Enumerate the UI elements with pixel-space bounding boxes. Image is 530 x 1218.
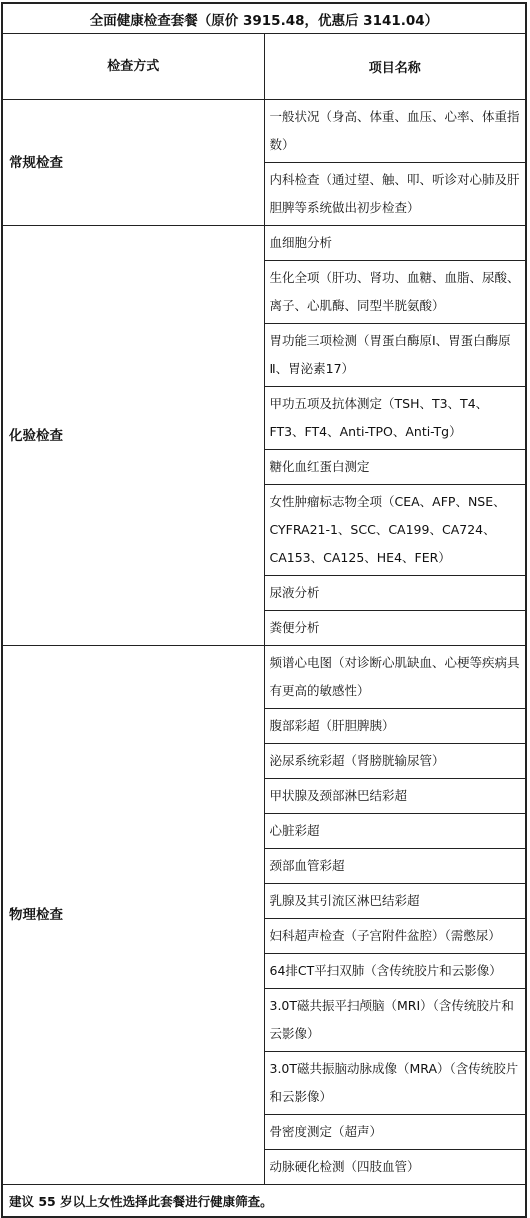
item-cell: 内科检查（通过望、触、叩、听诊对心肺及肝胆脾等系统做出初步检查） xyxy=(264,163,526,226)
category-physical: 物理检查 xyxy=(3,646,265,1185)
footer-row xyxy=(3,1185,526,1217)
item-cell: 甲功五项及抗体测定（TSH、T3、T4、FT3、FT4、Anti-TPO、Anti-Tg） xyxy=(264,387,526,450)
table-row xyxy=(3,646,526,709)
checkup-package-document xyxy=(1,2,527,1218)
item-cell: 尿液分析 xyxy=(264,576,526,611)
title-row xyxy=(3,4,526,34)
item-cell: 甲状腺及颈部淋巴结彩超 xyxy=(264,779,526,814)
item-cell: 糖化血红蛋白测定 xyxy=(264,450,526,485)
footer-note: 建议 55 岁以上女性选择此套餐进行健康筛查。 xyxy=(3,1185,526,1217)
item-cell: 动脉硬化检测（四肢血管） xyxy=(264,1150,526,1185)
item-cell: 粪便分析 xyxy=(264,611,526,646)
item-cell: 64排CT平扫双肺（含传统胶片和云影像） xyxy=(264,954,526,989)
category-lab: 化验检查 xyxy=(3,226,265,646)
item-cell: 血细胞分析 xyxy=(264,226,526,261)
header-category-label: 检查方式 xyxy=(107,58,160,74)
header-category xyxy=(3,34,265,100)
item-cell: 生化全项（肝功、肾功、血糖、血脂、尿酸、离子、心肌酶、同型半胱氨酸） xyxy=(264,261,526,324)
item-cell: 女性肿瘤标志物全项（CEA、AFP、NSE、CYFRA21-1、SCC、CA199、CA724、CA153、CA125、HE4、FER） xyxy=(264,485,526,576)
item-cell: 骨密度测定（超声） xyxy=(264,1115,526,1150)
item-cell: 3.0T磁共振脑动脉成像（MRA）（含传统胶片和云影像） xyxy=(264,1052,526,1115)
item-cell: 频谱心电图（对诊断心肌缺血、心梗等疾病具有更高的敏感性） xyxy=(264,646,526,709)
item-cell: 3.0T磁共振平扫颅脑（MRI）（含传统胶片和云影像） xyxy=(264,989,526,1052)
item-cell: 心脏彩超 xyxy=(264,814,526,849)
category-routine: 常规检查 xyxy=(3,100,265,226)
item-cell: 妇科超声检查（子宫附件盆腔）（需憋尿） xyxy=(264,919,526,954)
item-cell: 泌尿系统彩超（肾膀胱输尿管） xyxy=(264,744,526,779)
item-cell: 乳腺及其引流区淋巴结彩超 xyxy=(264,884,526,919)
table-row xyxy=(3,100,526,163)
item-cell: 颈部血管彩超 xyxy=(264,849,526,884)
header-item: 项目名称 xyxy=(264,34,526,100)
item-cell: 胃功能三项检测（胃蛋白酶原Ⅰ、胃蛋白酶原Ⅱ、胃泌素17） xyxy=(264,324,526,387)
checkup-table xyxy=(2,3,526,1217)
header-row xyxy=(3,34,526,100)
table-title: 全面健康检查套餐（原价 3915.48，优惠后 3141.04） xyxy=(3,4,526,34)
item-cell: 一般状况（身高、体重、血压、心率、体重指数） xyxy=(264,100,526,163)
table-row xyxy=(3,226,526,261)
item-cell: 腹部彩超（肝胆脾胰） xyxy=(264,709,526,744)
